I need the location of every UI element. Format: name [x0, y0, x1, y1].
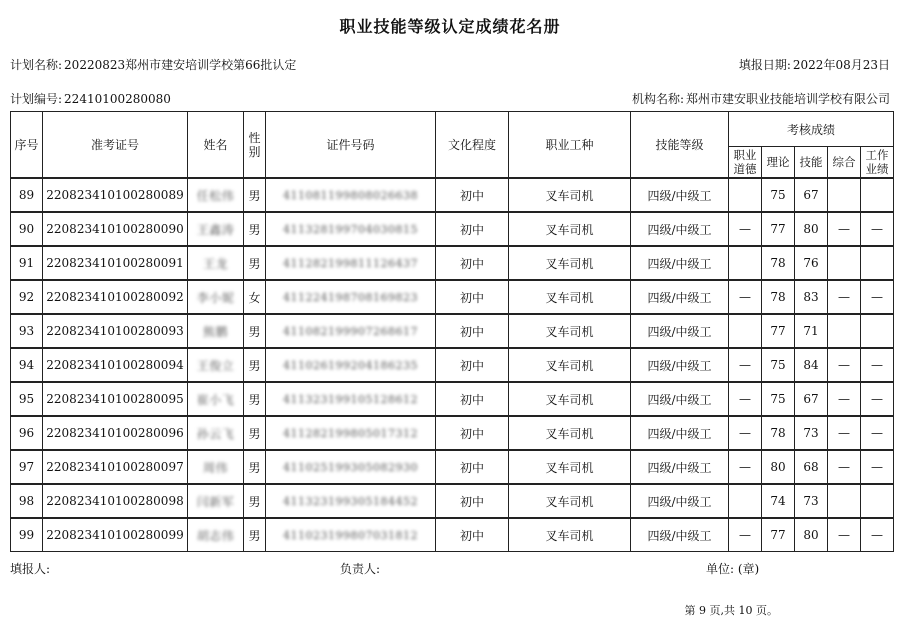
cell-seq: 97: [11, 450, 43, 484]
cell-name: 熊鹏: [188, 314, 244, 348]
cell-skill: 71: [795, 314, 828, 348]
score-roster-table: [10, 111, 894, 552]
cell-level: 四级/中级工: [631, 484, 729, 518]
cell-skill: 84: [795, 348, 828, 382]
plan-name-label: 计划名称:: [10, 58, 63, 72]
cell-seq: 90: [11, 212, 43, 246]
cell-theory: 78: [762, 416, 795, 450]
cell-theory: 78: [762, 246, 795, 280]
cell-theory: 77: [762, 314, 795, 348]
header-work: 工作业绩: [861, 147, 894, 179]
cell-gender: 男: [244, 348, 266, 382]
cell-theory: 80: [762, 450, 795, 484]
cell-level: 四级/中级工: [631, 314, 729, 348]
cell-occupation: 叉车司机: [509, 348, 631, 382]
cell-work: [861, 314, 894, 348]
organization: [632, 90, 890, 107]
cell-ethics: —: [729, 212, 762, 246]
cell-education: 初中: [436, 348, 509, 382]
cell-work: —: [861, 416, 894, 450]
table-row: [11, 314, 894, 348]
cell-gender: 男: [244, 484, 266, 518]
cell-education: 初中: [436, 212, 509, 246]
cell-exam-no: 220823410100280097: [43, 450, 188, 484]
cell-exam-no: 220823410100280090: [43, 212, 188, 246]
table-row: [11, 450, 894, 484]
cell-theory: 75: [762, 382, 795, 416]
cell-ethics: [729, 484, 762, 518]
cell-seq: 95: [11, 382, 43, 416]
cell-occupation: 叉车司机: [509, 212, 631, 246]
cell-skill: 80: [795, 518, 828, 552]
plan-number-value: 22410100280080: [64, 92, 171, 106]
cell-overall: —: [828, 416, 861, 450]
unit-seal: 单位: (章): [706, 562, 760, 576]
cell-education: 初中: [436, 246, 509, 280]
cell-id-no: 411224198708169823: [266, 280, 436, 314]
cell-seq: 96: [11, 416, 43, 450]
cell-skill: 76: [795, 246, 828, 280]
cell-skill: 67: [795, 178, 828, 212]
cell-education: 初中: [436, 518, 509, 552]
cell-gender: 男: [244, 416, 266, 450]
cell-occupation: 叉车司机: [509, 450, 631, 484]
cell-overall: —: [828, 382, 861, 416]
cell-theory: 75: [762, 348, 795, 382]
cell-name: 孙云飞: [188, 416, 244, 450]
cell-theory: 77: [762, 518, 795, 552]
cell-work: [861, 178, 894, 212]
cell-seq: 94: [11, 348, 43, 382]
cell-occupation: 叉车司机: [509, 518, 631, 552]
header-gender: 性别: [244, 112, 266, 179]
cell-gender: 男: [244, 246, 266, 280]
cell-level: 四级/中级工: [631, 246, 729, 280]
fill-date-value: 2022年08月23日: [792, 58, 890, 72]
cell-occupation: 叉车司机: [509, 314, 631, 348]
cell-name: 周伟: [188, 450, 244, 484]
cell-ethics: [729, 178, 762, 212]
cell-ethics: —: [729, 416, 762, 450]
header-ethics: 职业道德: [729, 147, 762, 179]
cell-occupation: 叉车司机: [509, 280, 631, 314]
cell-id-no: 411025199305082930: [266, 450, 436, 484]
cell-id-no: 411081199808026638: [266, 178, 436, 212]
plan-name: [10, 56, 296, 73]
table-row: [11, 416, 894, 450]
cell-education: 初中: [436, 382, 509, 416]
organization-value: 郑州市建安职业技能培训学校有限公司: [685, 92, 890, 106]
table-row: [11, 246, 894, 280]
cell-level: 四级/中级工: [631, 450, 729, 484]
cell-skill: 73: [795, 484, 828, 518]
cell-work: [861, 484, 894, 518]
cell-occupation: 叉车司机: [509, 246, 631, 280]
cell-ethics: [729, 314, 762, 348]
table-row: [11, 348, 894, 382]
cell-name: 王鑫涛: [188, 212, 244, 246]
cell-level: 四级/中级工: [631, 212, 729, 246]
cell-work: —: [861, 518, 894, 552]
cell-theory: 78: [762, 280, 795, 314]
cell-skill: 67: [795, 382, 828, 416]
plan-number: [10, 90, 171, 107]
cell-ethics: —: [729, 280, 762, 314]
cell-level: 四级/中级工: [631, 348, 729, 382]
header-theory: 理论: [762, 147, 795, 179]
cell-gender: 男: [244, 518, 266, 552]
header-level: 技能等级: [631, 112, 729, 179]
plan-number-label: 计划编号:: [10, 92, 63, 106]
cell-exam-no: 220823410100280095: [43, 382, 188, 416]
cell-id-no: 411282199805017312: [266, 416, 436, 450]
cell-seq: 98: [11, 484, 43, 518]
plan-name-value: 20220823郑州市建安培训学校第66批认定: [64, 58, 297, 72]
cell-theory: 77: [762, 212, 795, 246]
cell-education: 初中: [436, 484, 509, 518]
cell-occupation: 叉车司机: [509, 484, 631, 518]
cell-ethics: —: [729, 450, 762, 484]
cell-id-no: 411323199305184452: [266, 484, 436, 518]
cell-id-no: 411328199704030815: [266, 212, 436, 246]
cell-level: 四级/中级工: [631, 382, 729, 416]
cell-gender: 女: [244, 280, 266, 314]
fill-date-label: 填报日期:: [738, 58, 791, 72]
cell-gender: 男: [244, 450, 266, 484]
cell-education: 初中: [436, 280, 509, 314]
cell-ethics: [729, 246, 762, 280]
cell-exam-no: 220823410100280094: [43, 348, 188, 382]
cell-theory: 74: [762, 484, 795, 518]
cell-seq: 99: [11, 518, 43, 552]
cell-work: —: [861, 212, 894, 246]
cell-overall: [828, 484, 861, 518]
cell-name: 李小妮: [188, 280, 244, 314]
cell-work: —: [861, 280, 894, 314]
header-exam-no: 准考证号: [43, 112, 188, 179]
table-row: [11, 212, 894, 246]
cell-education: 初中: [436, 450, 509, 484]
header-education: 文化程度: [436, 112, 509, 179]
cell-overall: [828, 314, 861, 348]
cell-seq: 93: [11, 314, 43, 348]
cell-exam-no: 220823410100280092: [43, 280, 188, 314]
cell-education: 初中: [436, 178, 509, 212]
cell-overall: —: [828, 212, 861, 246]
cell-skill: 68: [795, 450, 828, 484]
organization-label: 机构名称:: [631, 92, 684, 106]
header-scores: 考核成绩: [729, 112, 894, 147]
reporter-signature: 填报人:: [10, 562, 51, 576]
cell-occupation: 叉车司机: [509, 178, 631, 212]
cell-seq: 89: [11, 178, 43, 212]
cell-overall: —: [828, 280, 861, 314]
header-skill: 技能: [795, 147, 828, 179]
table-row: [11, 382, 894, 416]
cell-exam-no: 220823410100280098: [43, 484, 188, 518]
cell-education: 初中: [436, 416, 509, 450]
cell-ethics: —: [729, 382, 762, 416]
cell-work: —: [861, 382, 894, 416]
cell-overall: [828, 178, 861, 212]
cell-id-no: 411082199907268617: [266, 314, 436, 348]
cell-exam-no: 220823410100280089: [43, 178, 188, 212]
cell-exam-no: 220823410100280099: [43, 518, 188, 552]
page-title: 职业技能等级认定成绩花名册: [339, 17, 561, 36]
cell-ethics: —: [729, 348, 762, 382]
cell-occupation: 叉车司机: [509, 382, 631, 416]
table-row: [11, 484, 894, 518]
cell-gender: 男: [244, 212, 266, 246]
page-number: 第 9 页,共 10 页。: [684, 604, 778, 617]
header-overall: 综合: [828, 147, 861, 179]
cell-occupation: 叉车司机: [509, 416, 631, 450]
cell-ethics: —: [729, 518, 762, 552]
cell-id-no: 411323199105128612: [266, 382, 436, 416]
header-occupation: 职业工种: [509, 112, 631, 179]
cell-overall: —: [828, 450, 861, 484]
cell-exam-no: 220823410100280091: [43, 246, 188, 280]
cell-gender: 男: [244, 382, 266, 416]
cell-work: —: [861, 348, 894, 382]
cell-level: 四级/中级工: [631, 280, 729, 314]
cell-seq: 91: [11, 246, 43, 280]
cell-overall: [828, 246, 861, 280]
cell-skill: 73: [795, 416, 828, 450]
table-row: [11, 280, 894, 314]
responsible-signature: 负责人:: [340, 562, 381, 576]
cell-gender: 男: [244, 314, 266, 348]
cell-theory: 75: [762, 178, 795, 212]
cell-overall: —: [828, 518, 861, 552]
cell-name: 任松伟: [188, 178, 244, 212]
header-seq: 序号: [11, 112, 43, 179]
cell-name: 闫新军: [188, 484, 244, 518]
header-id-no: 证件号码: [266, 112, 436, 179]
header-name: 姓名: [188, 112, 244, 179]
cell-id-no: 411026199204186235: [266, 348, 436, 382]
cell-skill: 80: [795, 212, 828, 246]
cell-seq: 92: [11, 280, 43, 314]
fill-date: [739, 56, 890, 73]
cell-level: 四级/中级工: [631, 518, 729, 552]
table-row: [11, 178, 894, 212]
cell-exam-no: 220823410100280096: [43, 416, 188, 450]
cell-work: [861, 246, 894, 280]
cell-gender: 男: [244, 178, 266, 212]
cell-exam-no: 220823410100280093: [43, 314, 188, 348]
cell-overall: —: [828, 348, 861, 382]
cell-name: 王俊立: [188, 348, 244, 382]
table-row: [11, 518, 894, 552]
cell-name: 崔小飞: [188, 382, 244, 416]
cell-name: 胡志伟: [188, 518, 244, 552]
cell-level: 四级/中级工: [631, 416, 729, 450]
cell-name: 王龙: [188, 246, 244, 280]
cell-work: —: [861, 450, 894, 484]
cell-education: 初中: [436, 314, 509, 348]
cell-id-no: 411282199811126437: [266, 246, 436, 280]
cell-level: 四级/中级工: [631, 178, 729, 212]
cell-id-no: 411023199807031812: [266, 518, 436, 552]
cell-skill: 83: [795, 280, 828, 314]
